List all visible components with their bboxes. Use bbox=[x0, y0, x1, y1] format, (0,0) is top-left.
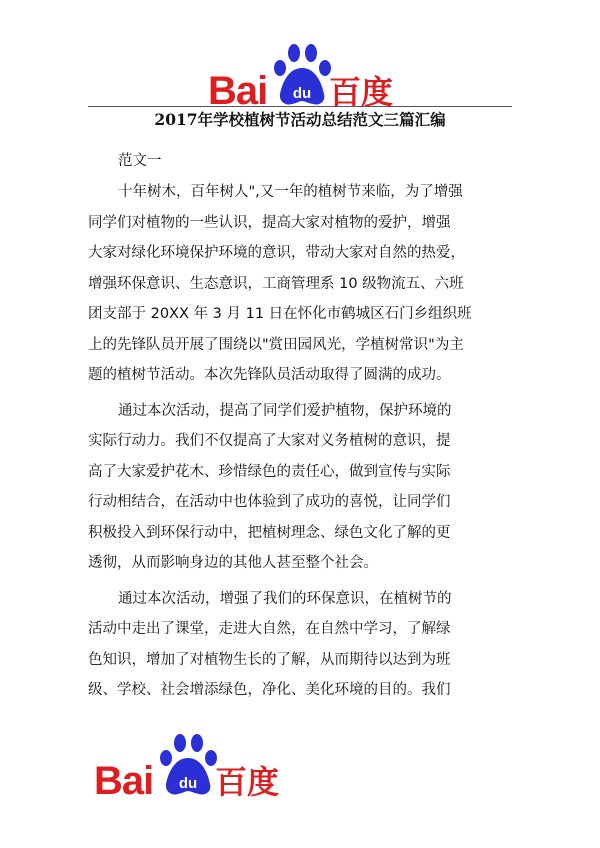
paragraph-3 bbox=[88, 584, 508, 706]
header-divider bbox=[88, 106, 512, 107]
svg-text:百度: 百度 bbox=[215, 763, 280, 798]
svg-text:Bai: Bai bbox=[94, 759, 154, 798]
text-line: 同学们对植物的一些认识，提高大家对植物的爱护，增强 bbox=[88, 214, 451, 231]
svg-text:du: du bbox=[178, 775, 198, 792]
svg-text:Bai: Bai bbox=[208, 69, 268, 108]
document-title: 2017年学校植树节活动总结范文三篇汇编 bbox=[154, 110, 446, 129]
text-line: 十年树木，百年树人",又一年的植树节来临，为了增强 bbox=[118, 184, 463, 200]
text-line: 增强环保意识、生态意识，工商管理系 10 级物流五、六班 bbox=[88, 275, 464, 292]
baidu-paw-logo-icon bbox=[86, 730, 286, 798]
text-line: 行动相结合，在活动中也体验到了成功的喜悦，让同学们 bbox=[88, 494, 451, 510]
text-line: 色知识，增加了对植物生长的了解，从而期待以达到为班 bbox=[88, 651, 451, 668]
text-line: 题的植树节活动。本次先锋队员活动取得了圆满的成功。 bbox=[88, 367, 451, 383]
text-line: 活动中走出了课堂，走进大自然，在自然中学习，了解绿 bbox=[88, 621, 451, 637]
baidu-paw-logo-icon bbox=[200, 40, 400, 108]
text-line: 级、学校、社会增添绿色，净化、美化环境的目的。我们 bbox=[88, 682, 451, 698]
text-line: 透彻，从而影响身边的其他人甚至整个社会。 bbox=[88, 555, 378, 571]
text-line: 通过本次活动，提高了同学们爱护植物，保护环境的 bbox=[118, 402, 452, 419]
paragraph-1 bbox=[88, 177, 508, 391]
svg-text:du: du bbox=[292, 85, 312, 102]
text-line: 大家对绿化环境保护环境的意识，带动大家对自然的热爱， bbox=[88, 245, 465, 261]
svg-text:百度: 百度 bbox=[329, 73, 394, 108]
text-line: 团支部于 20XX 年 3 月 11 日在怀化市鹤城区石门乡组织班 bbox=[88, 306, 472, 322]
document-body bbox=[88, 145, 508, 706]
text-line: 实际行动力。我们不仅提高了大家对义务植树的意识，提 bbox=[88, 433, 451, 449]
text-line: 积极投入到环保行动中，把植树理念、绿色文化了解的更 bbox=[88, 524, 451, 541]
text-line: 上的先锋队员开展了围绕以"赏田园风光，学植树常识"为主 bbox=[88, 336, 464, 353]
text-line: 通过本次活动，增强了我们的环保意识，在植树节的 bbox=[118, 590, 452, 607]
baidu-logo-bottom bbox=[86, 730, 286, 798]
text-line: 高了大家爱护花木、珍惜绿色的责任心，做到宣传与实际 bbox=[88, 463, 451, 480]
section-label: 范文一 bbox=[118, 153, 162, 169]
paragraph-2 bbox=[88, 396, 508, 579]
baidu-logo-top bbox=[200, 40, 400, 108]
